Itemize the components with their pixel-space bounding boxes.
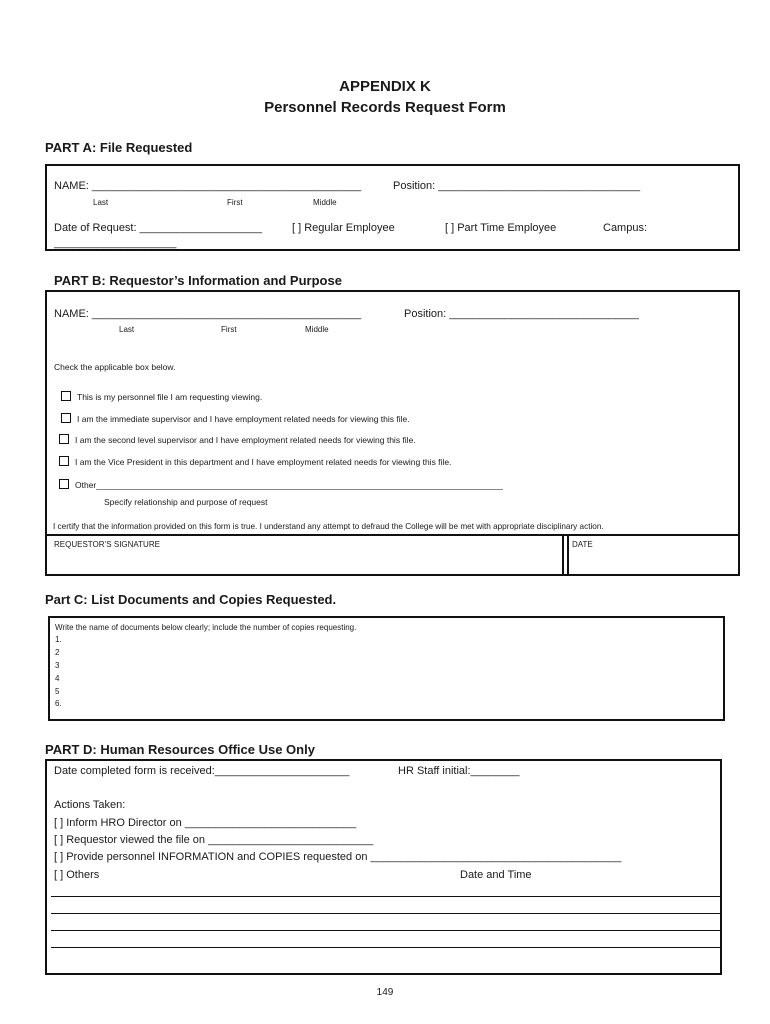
part-time-employee-checkbox[interactable]: [ ] Part Time Employee — [445, 222, 557, 234]
date-completed-field[interactable]: Date completed form is received:______________________ — [54, 765, 350, 777]
option-vice-president[interactable] — [59, 456, 451, 467]
part-b-box — [45, 290, 740, 576]
option-immediate-supervisor[interactable] — [61, 413, 410, 424]
part-b-sub-last: Last — [119, 325, 135, 334]
certification-statement: I certify that the information provided on this form is true. I understand any attempt to defraud the College will be met with appropriate disciplinary action. — [53, 522, 604, 531]
document-line-3[interactable]: 3 — [55, 661, 60, 670]
notes-line-3[interactable] — [51, 930, 720, 931]
part-a-sub-first: First — [227, 198, 243, 207]
signature-field[interactable]: REQUESTOR’S SIGNATURE — [54, 540, 160, 549]
action-others[interactable]: [ ] Others — [54, 869, 100, 881]
part-d-box — [45, 759, 722, 975]
action-provide-copies[interactable]: [ ] Provide personnel INFORMATION and COPIES requested on _________________________________________ — [54, 851, 622, 863]
document-line-4[interactable]: 4 — [55, 674, 60, 683]
checkbox-icon[interactable] — [61, 413, 71, 423]
campus-label: Campus: — [603, 222, 648, 234]
document-line-1[interactable]: 1. — [55, 635, 62, 644]
signature-divider-2 — [567, 535, 569, 576]
document-line-6[interactable]: 6. — [55, 699, 62, 708]
notes-line-2[interactable] — [51, 913, 720, 914]
part-c-heading: Part C: List Documents and Copies Requested. — [45, 592, 337, 607]
option-label: This is my personnel file I am requesting viewing. — [77, 392, 263, 402]
signature-top-rule — [45, 534, 740, 536]
regular-employee-checkbox[interactable]: [ ] Regular Employee — [292, 222, 395, 234]
part-c-box[interactable] — [48, 616, 725, 721]
document-line-5[interactable]: 5 — [55, 687, 60, 696]
date-of-request-field[interactable]: Date of Request: ____________________ — [54, 222, 262, 234]
actions-taken-label: Actions Taken: — [54, 799, 126, 811]
part-b-sub-first: First — [221, 325, 237, 334]
appendix-title: APPENDIX K — [339, 78, 431, 95]
notes-line-1[interactable] — [51, 896, 720, 897]
action-inform-hro[interactable]: [ ] Inform HRO Director on ____________________________ — [54, 817, 357, 829]
part-a-box — [45, 164, 740, 251]
part-a-position-field[interactable]: Position: _________________________________ — [393, 180, 641, 192]
hr-staff-initial-field[interactable]: HR Staff initial:________ — [398, 765, 520, 777]
option-label: Other______________________________________________________________________________________ — [75, 480, 503, 490]
option-other[interactable] — [59, 479, 503, 490]
checkbox-icon[interactable] — [59, 434, 69, 444]
checkbox-icon[interactable] — [61, 391, 71, 401]
document-line-2[interactable]: 2 — [55, 648, 60, 657]
checkbox-icon[interactable] — [59, 456, 69, 466]
option-label: I am the immediate supervisor and I have employment related needs for viewing this file. — [77, 414, 410, 424]
action-requestor-viewed[interactable]: [ ] Requestor viewed the file on ___________________________ — [54, 834, 374, 846]
signature-divider — [562, 535, 564, 576]
check-instruction: Check the applicable box below. — [54, 362, 176, 372]
part-a-name-field[interactable]: NAME: ____________________________________________ — [54, 180, 362, 192]
date-field[interactable]: DATE — [572, 540, 593, 549]
option-second-level-supervisor[interactable] — [59, 434, 416, 445]
form-title: Personnel Records Request Form — [264, 99, 506, 116]
part-d-heading: PART D: Human Resources Office Use Only — [45, 742, 315, 757]
checkbox-icon[interactable] — [59, 479, 69, 489]
part-b-position-field[interactable]: Position: _______________________________ — [404, 308, 639, 320]
date-and-time-label: Date and Time — [460, 869, 532, 881]
page-number: 149 — [376, 987, 394, 998]
part-a-sub-last: Last — [93, 198, 109, 207]
campus-field[interactable]: ____________________ — [54, 237, 177, 249]
option-label: I am the Vice President in this department and I have employment related needs for viewing this file. — [75, 457, 452, 467]
part-b-sub-middle: Middle — [305, 325, 329, 334]
part-a-heading: PART A: File Requested — [45, 140, 193, 155]
part-b-name-field[interactable]: NAME: ____________________________________________ — [54, 308, 362, 320]
option-label: I am the second level supervisor and I have employment related needs for viewing this file. — [75, 435, 416, 445]
notes-line-4[interactable] — [51, 947, 720, 948]
specify-note: Specify relationship and purpose of request — [104, 497, 268, 507]
part-b-heading: PART B: Requestor’s Information and Purpose — [54, 273, 342, 288]
part-a-sub-middle: Middle — [313, 198, 337, 207]
option-own-file[interactable] — [61, 391, 262, 402]
part-c-instruction: Write the name of documents below clearly; include the number of copies requesting. — [55, 623, 357, 632]
